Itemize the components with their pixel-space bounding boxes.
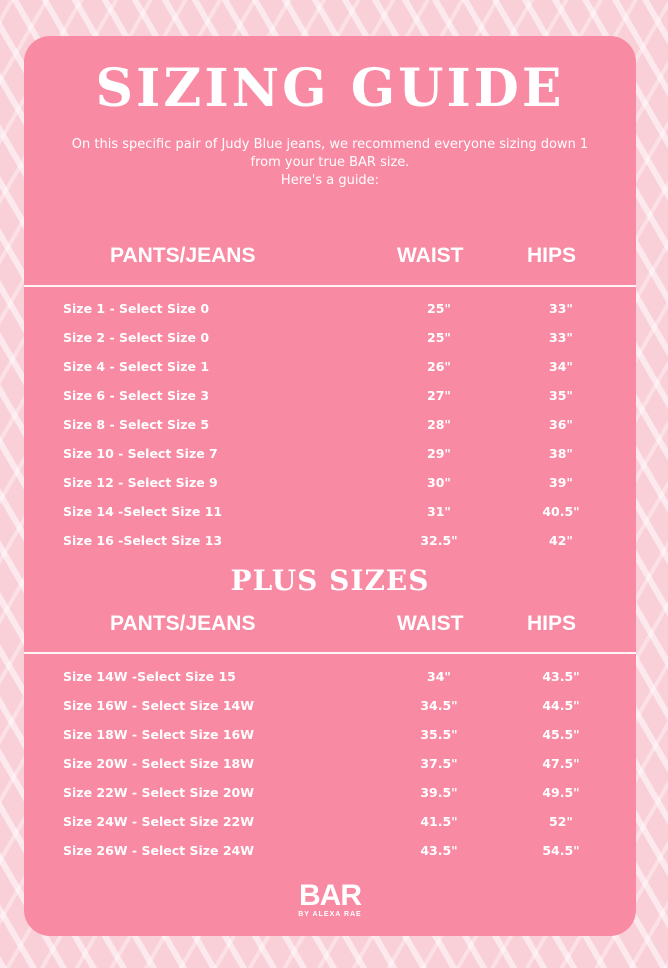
waist-cell: 34.5" [420,698,458,713]
table-row [24,472,636,494]
size-cell: Size 14W -Select Size 15 [63,669,236,684]
hips-cell: 40.5" [542,504,580,519]
waist-cell: 27" [427,388,451,403]
plus-sizes-title: PLUS SIZES [230,564,430,597]
plus-table-header [24,612,636,642]
intro-line-2: from your true BAR size. [250,155,410,170]
waist-cell: 28" [427,417,451,432]
table-row [24,385,636,407]
brand-logo [24,879,636,920]
sizing-guide-card [24,36,636,936]
waist-cell: 30" [427,475,451,490]
waist-cell: 29" [427,446,451,461]
table-row [24,724,636,746]
waist-cell: 25" [427,301,451,316]
logo-wordmark: BAR [299,879,361,912]
table-row [24,327,636,349]
size-cell: Size 1 - Select Size 0 [63,301,210,316]
table-row [24,530,636,552]
table-row [24,666,636,688]
waist-cell: 39.5" [420,785,458,800]
size-cell: Size 4 - Select Size 1 [63,359,210,374]
hips-cell: 47.5" [542,756,580,771]
table-row [24,811,636,833]
size-cell: Size 16W - Select Size 14W [63,698,255,713]
header-hips: HIPS [527,244,577,267]
regular-table-header [24,244,636,274]
header-pants-jeans: PANTS/JEANS [110,244,256,267]
table-row [24,753,636,775]
waist-cell: 35.5" [420,727,458,742]
waist-cell: 43.5" [420,843,458,858]
hips-cell: 43.5" [542,669,580,684]
size-cell: Size 8 - Select Size 5 [63,417,210,432]
regular-header-divider [24,285,636,287]
page-title: SIZING GUIDE [95,58,565,119]
hips-cell: 33" [549,301,573,316]
hips-cell: 54.5" [542,843,580,858]
size-cell: Size 12 - Select Size 9 [63,475,218,490]
waist-cell: 41.5" [420,814,458,829]
intro-text [32,136,628,190]
table-row [24,840,636,862]
hips-cell: 38" [549,446,573,461]
waist-cell: 34" [427,669,451,684]
hips-cell: 34" [549,359,573,374]
size-cell: Size 6 - Select Size 3 [63,388,210,403]
size-cell: Size 16 -Select Size 13 [63,533,223,548]
table-row [24,443,636,465]
hips-cell: 49.5" [542,785,580,800]
waist-cell: 26" [427,359,451,374]
size-cell: Size 2 - Select Size 0 [63,330,210,345]
waist-cell: 25" [427,330,451,345]
header-hips: HIPS [527,612,577,635]
waist-cell: 37.5" [420,756,458,771]
header-pants-jeans: PANTS/JEANS [110,612,256,635]
table-row [24,356,636,378]
size-cell: Size 22W - Select Size 20W [63,785,255,800]
hips-cell: 42" [549,533,573,548]
logo-tagline: BY ALEXA RAE [298,911,362,918]
header-waist: WAIST [397,612,464,635]
table-row [24,298,636,320]
hips-cell: 52" [549,814,573,829]
hips-cell: 45.5" [542,727,580,742]
table-row [24,501,636,523]
table-row [24,414,636,436]
size-cell: Size 18W - Select Size 16W [63,727,255,742]
table-row [24,695,636,717]
table-row [24,782,636,804]
hips-cell: 33" [549,330,573,345]
hips-cell: 35" [549,388,573,403]
size-cell: Size 10 - Select Size 7 [63,446,218,461]
hips-cell: 44.5" [542,698,580,713]
header-waist: WAIST [397,244,464,267]
size-cell: Size 14 -Select Size 11 [63,504,223,519]
hips-cell: 36" [549,417,573,432]
size-cell: Size 26W - Select Size 24W [63,843,255,858]
intro-line-1: On this specific pair of Judy Blue jeans, we recommend everyone sizing down 1 [71,137,589,152]
size-cell: Size 20W - Select Size 18W [63,756,255,771]
waist-cell: 32.5" [420,533,458,548]
plus-header-divider [24,652,636,654]
intro-line-3: Here's a guide: [280,173,380,188]
size-cell: Size 24W - Select Size 22W [63,814,255,829]
hips-cell: 39" [549,475,573,490]
waist-cell: 31" [427,504,451,519]
